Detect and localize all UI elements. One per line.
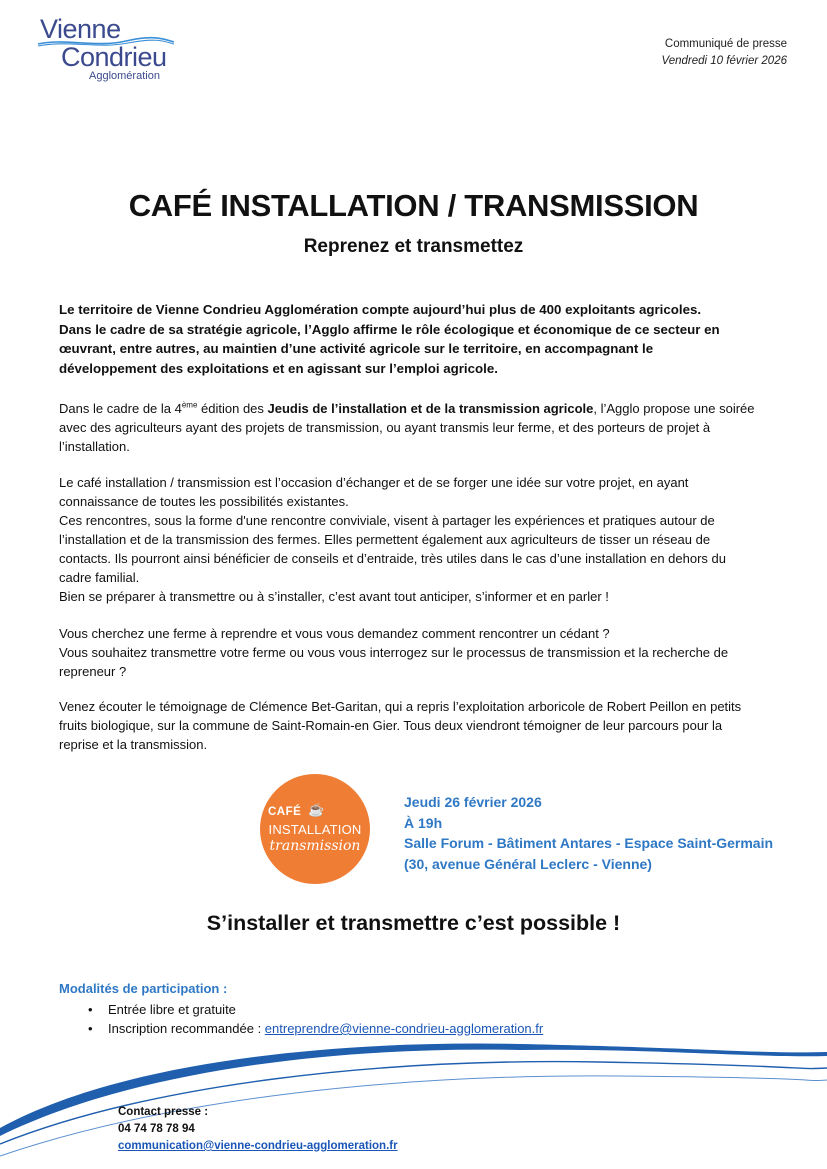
contact-email-link[interactable]: communication@vienne-condrieu-agglomeration.fr bbox=[118, 1140, 398, 1152]
participation-title: Modalités de participation : bbox=[59, 981, 228, 996]
lead-line: œuvrant, entre autres, au maintien d’une activité agricole sur le territoire, en accompagnant le bbox=[59, 341, 654, 356]
badge-installation-text: INSTALLATION bbox=[268, 822, 362, 837]
p1-bold: Jeudis de l’installation et de la transmission agricole bbox=[267, 401, 594, 416]
paragraph-line: connaissance de toutes les possibilités existantes. bbox=[59, 494, 349, 509]
paragraph-line: contacts. Ils pourront ainsi bénéficier de conseils et d’entraide, très utiles dans le cas d’une installation en dehors du bbox=[59, 551, 726, 566]
paragraph-line: l’installation. bbox=[59, 439, 130, 454]
logo-text-condrieu: Condrieu bbox=[61, 42, 167, 72]
coffee-cup-icon: ☕ bbox=[308, 802, 325, 817]
slogan: S’installer et transmettre c’est possible ! bbox=[206, 911, 621, 935]
lead-paragraph bbox=[59, 300, 787, 378]
logo-text-vienne: Vienne bbox=[40, 14, 121, 44]
paragraph-jeudis bbox=[59, 399, 787, 456]
bullet-icon: • bbox=[88, 1002, 93, 1017]
contact-title: Contact presse : bbox=[118, 1106, 209, 1118]
paragraph-questions bbox=[59, 624, 787, 681]
paragraph-line: Vous souhaitez transmettre votre ferme ou vous vous interrogez sur le processus de transmission et la recherche de bbox=[59, 645, 729, 660]
paragraph-line: l’installation et de la transmission des fermes. Elles permettent également aux agriculteurs de tisser un réseau de bbox=[59, 532, 711, 547]
paragraph-testimony bbox=[59, 697, 787, 754]
paragraph-line: fruits biologique, sur la commune de Saint-Romain-en Gier. Tous deux viendront témoigner de leur parcours pour la bbox=[59, 718, 723, 733]
event-details bbox=[404, 792, 773, 874]
p1-pre: Dans le cadre de la 4 bbox=[59, 401, 182, 416]
lead-line: Dans le cadre de sa stratégie agricole, l’Agglo affirme le rôle écologique et économique de ce secteur en bbox=[59, 321, 720, 337]
paragraph-cafe bbox=[59, 473, 787, 606]
p1-sup: ème bbox=[181, 400, 198, 410]
paragraph-line: Bien se préparer à transmettre ou à s’installer, c’est avant tout anticiper, s’informer et en parler ! bbox=[59, 589, 609, 604]
participation-item-label: Inscription recommandée : bbox=[108, 1021, 265, 1036]
badge-transmission-text: transmission bbox=[269, 838, 361, 854]
paragraph-line: cadre familial. bbox=[59, 570, 140, 585]
paragraph-line: Venez écouter le témoignage de Clémence Bet-Garitan, qui a repris l’exploitation arboricole de Robert Peillon en petits bbox=[59, 699, 742, 714]
paragraph-line: Ces rencontres, sous la forme d'une rencontre conviviale, visent à partager les expériences et pratiques autour de bbox=[59, 513, 715, 528]
contact-phone[interactable]: 04 74 78 78 94 bbox=[118, 1123, 195, 1135]
list-item bbox=[88, 1000, 543, 1019]
press-release-label: Communiqué de presse bbox=[664, 38, 787, 50]
registration-email-link[interactable]: entreprendre@vienne-condrieu-agglomeration.fr bbox=[264, 1021, 544, 1036]
press-release-date: Vendredi 10 février 2026 bbox=[661, 55, 787, 67]
page-subtitle: Reprenez et transmettez bbox=[303, 236, 524, 257]
event-address: (30, avenue Général Leclerc - Vienne) bbox=[404, 855, 652, 872]
page-title: CAFÉ INSTALLATION / TRANSMISSION bbox=[128, 188, 699, 223]
paragraph-line: repreneur ? bbox=[59, 664, 127, 679]
bullet-icon: • bbox=[88, 1021, 93, 1036]
logo-text-agglomeration: Agglomération bbox=[89, 70, 160, 82]
agglo-logo bbox=[36, 14, 186, 88]
paragraph-line: avec des agriculteurs ayant des projets de transmission, ou ayant transmis leur ferme, et des porteurs de projet à bbox=[59, 420, 711, 435]
participation-item-free: Entrée libre et gratuite bbox=[108, 1002, 236, 1017]
badge-cafe-text: CAFÉ bbox=[268, 806, 302, 818]
press-contact bbox=[118, 1104, 398, 1155]
lead-line: Le territoire de Vienne Condrieu Agglomération compte aujourd’hui plus de 400 exploitants agricoles. bbox=[59, 302, 702, 317]
paragraph-line bbox=[59, 399, 787, 418]
event-time: À 19h bbox=[404, 814, 443, 831]
p1-mid: édition des bbox=[197, 401, 268, 416]
paragraph-line: reprise et la transmission. bbox=[59, 737, 208, 752]
p1-post: , l’Agglo propose une soirée bbox=[593, 401, 755, 416]
event-venue: Salle Forum - Bâtiment Antares - Espace Saint-Germain bbox=[404, 835, 774, 851]
lead-line: développement des exploitations et en agissant sur l’emploi agricole. bbox=[59, 360, 498, 376]
event-date: Jeudi 26 février 2026 bbox=[404, 794, 542, 810]
paragraph-line: Vous cherchez une ferme à reprendre et vous vous demandez comment rencontrer un cédant ? bbox=[59, 626, 610, 641]
cafe-installation-logo bbox=[260, 774, 370, 884]
paragraph-line: Le café installation / transmission est l’occasion d’échanger et de se forger une idée sur votre projet, en ayant bbox=[59, 475, 689, 490]
